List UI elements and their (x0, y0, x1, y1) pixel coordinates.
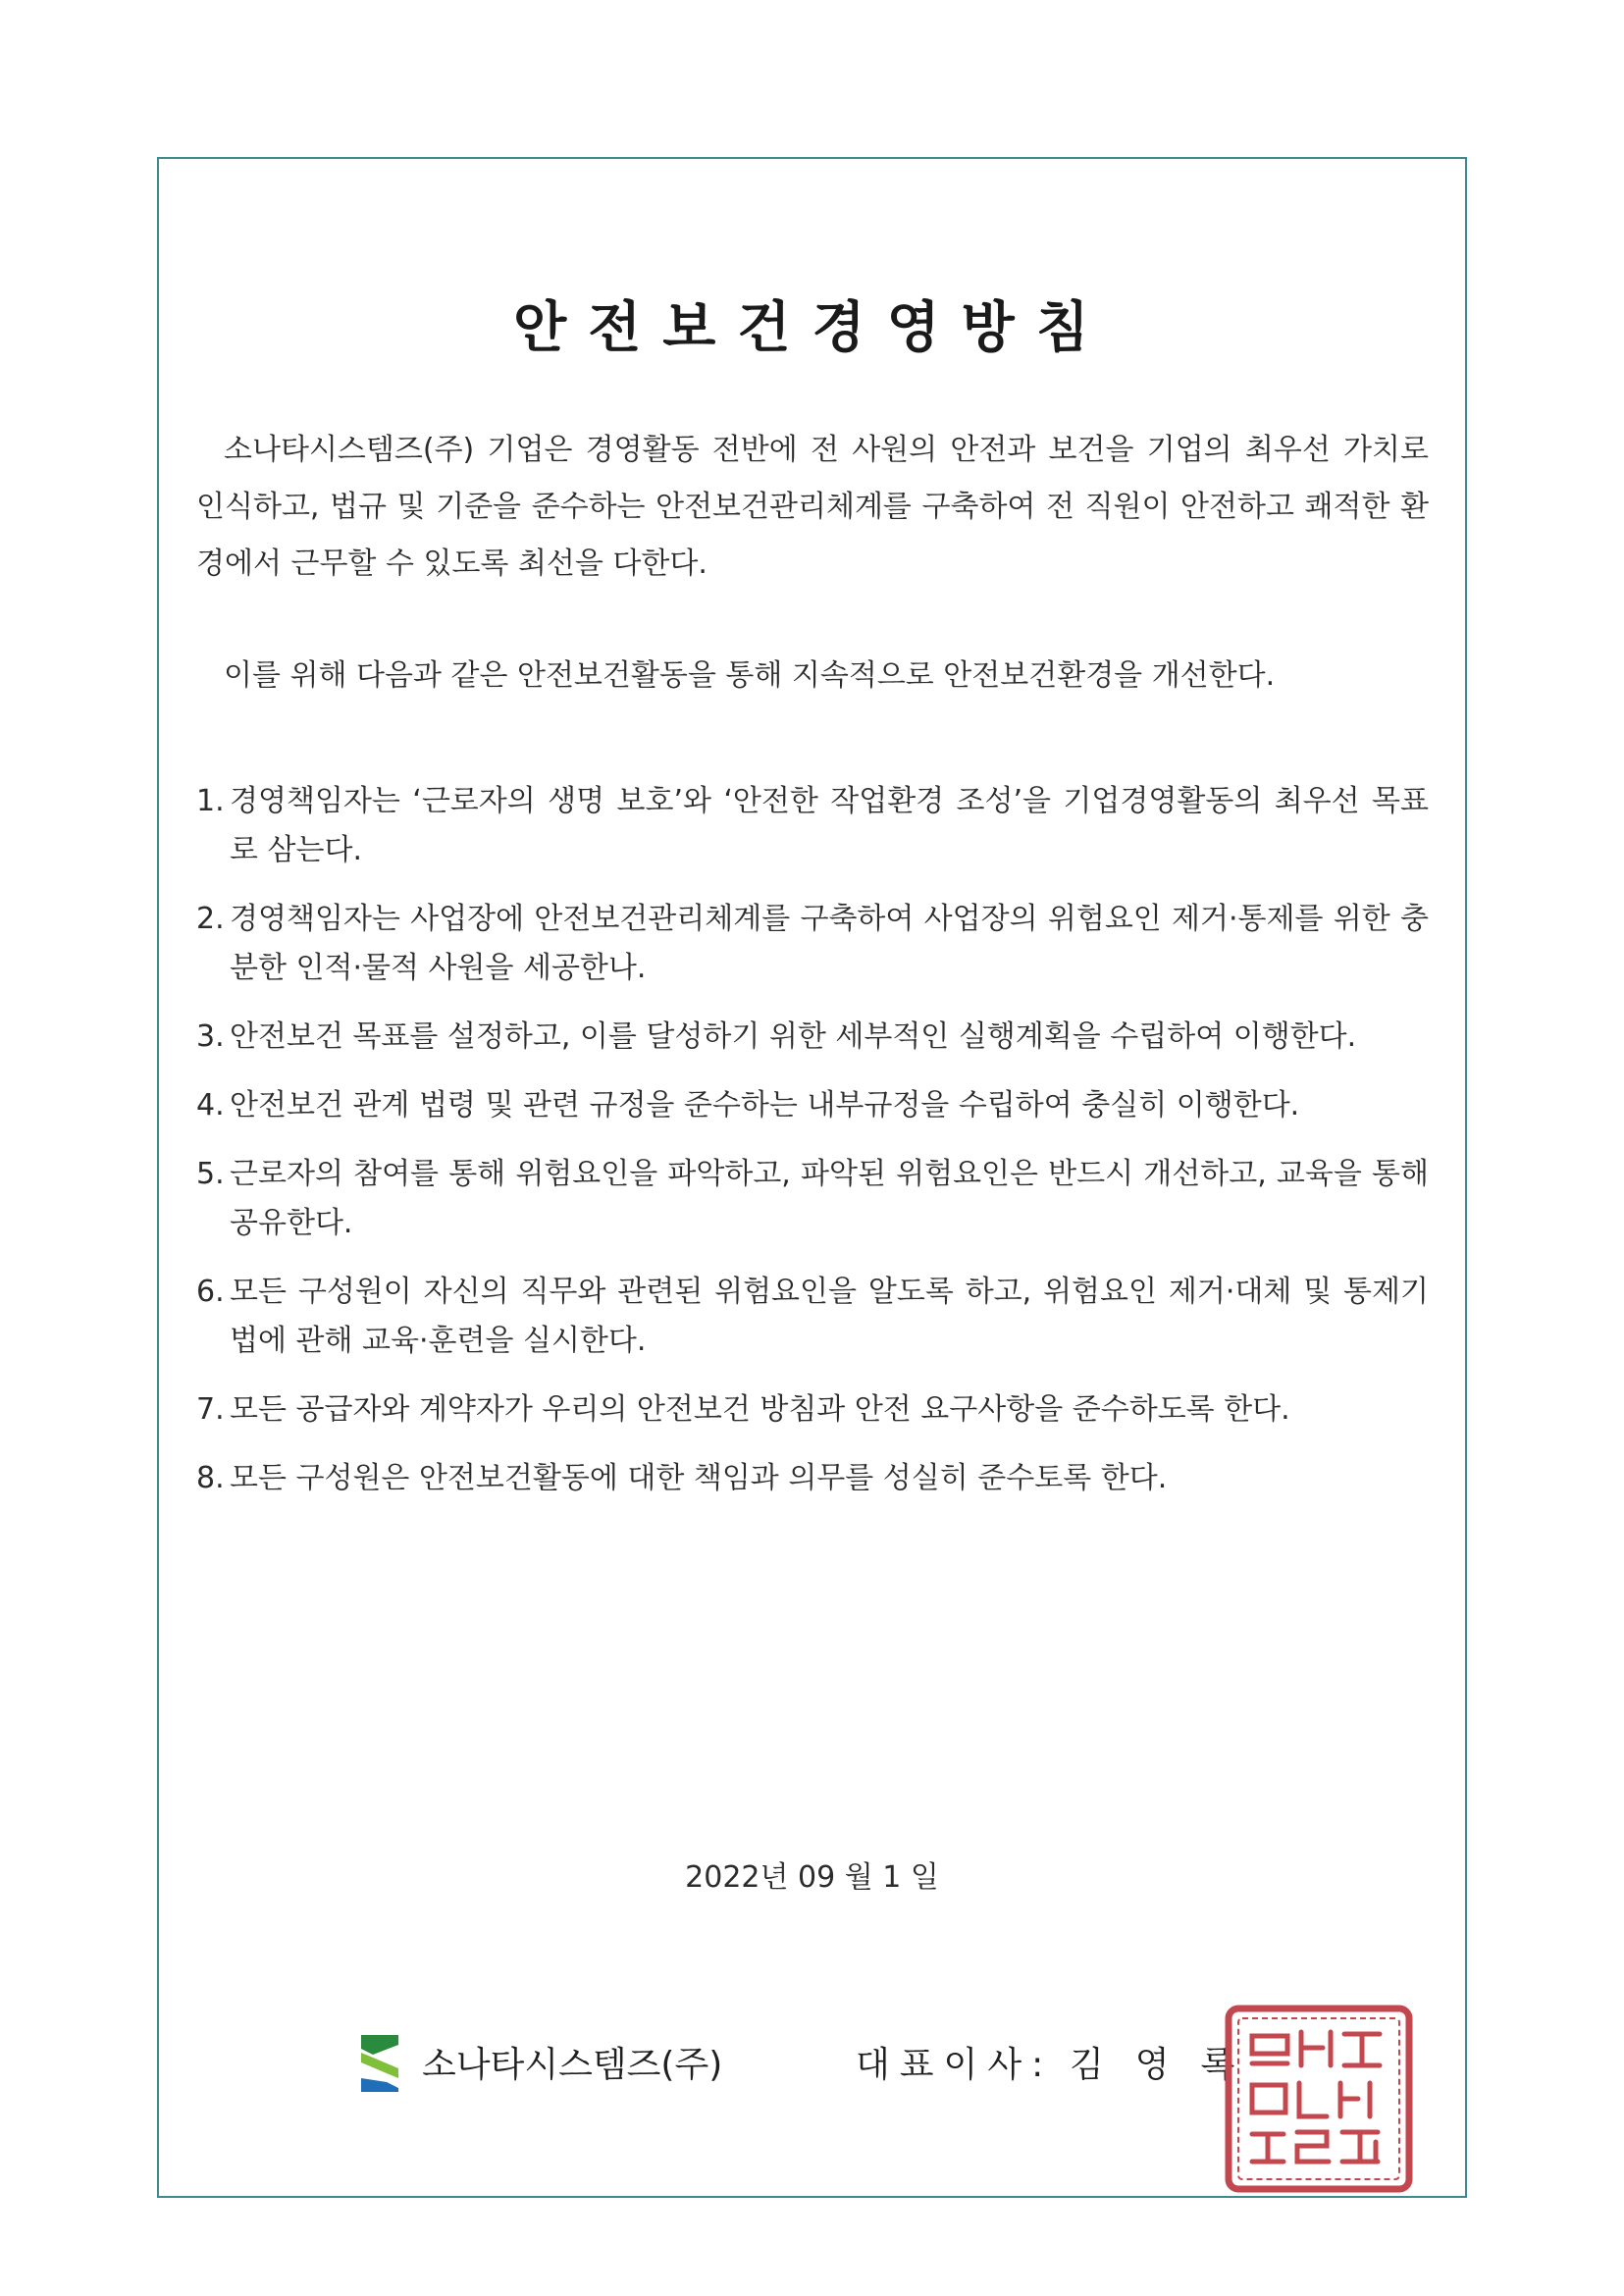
list-item-text: 근로자의 참여를 통해 위험요인을 파악하고, 파악된 위험요인은 반드시 개선하고, 교육을 통해 공유한다. (230, 1157, 1429, 1240)
signature-footer (0, 2011, 1624, 2119)
policy-list (196, 777, 1429, 1523)
list-item (196, 1081, 1429, 1130)
list-item-number: 1. (196, 784, 225, 818)
list-item (196, 1454, 1429, 1503)
list-item-text: 경영책임자는 ‘근로자의 생명 보호’와 ‘안전한 작업환경 조성’을 기업경영활동의 최우선 목표로 삼는다. (230, 784, 1429, 867)
purpose-paragraph: 이를 위해 다음과 같은 안전보건활동을 통해 지속적으로 안전보건환경을 개선한다. (224, 658, 1276, 693)
list-item-text: 안전보건 관계 법령 및 관련 규정을 준수하는 내부규정을 수립하여 충실히 이행한다. (230, 1088, 1300, 1122)
page-title: 안전보건경영방침 (513, 295, 1111, 360)
list-item (196, 777, 1429, 875)
list-item-number: 8. (196, 1461, 225, 1495)
list-item (196, 1385, 1429, 1435)
issue-date: 2022년 09 월 1 일 (685, 1860, 939, 1895)
list-item (196, 1013, 1429, 1062)
list-item-number: 6. (196, 1275, 225, 1309)
list-item-number: 3. (196, 1019, 225, 1054)
company-seal-icon (1223, 2003, 1415, 2195)
list-item (196, 895, 1429, 993)
list-item-number: 5. (196, 1157, 225, 1191)
intro-paragraph: 소나타시스템즈(주) 기업은 경영활동 전반에 전 사원의 안전과 보건을 기업의 최우선 가치로 인식하고, 법규 및 기준을 준수하는 안전보건관리체계를 구축하여 전 직원이 안전하고 쾌적한 환경에서 근무할 수 있도록 최선을 다한다. (196, 433, 1429, 581)
list-item-number: 7. (196, 1392, 225, 1427)
ceo-label: 대표이사: (856, 2045, 1054, 2085)
ceo-name: 김영록 (1070, 2045, 1267, 2085)
list-item-text: 경영책임자는 사업장에 안전보건관리체계를 구축하여 사업장의 위험요인 제거·통제를 위한 충분한 인적·물적 사원을 세공한나. (230, 902, 1429, 985)
list-item-text: 모든 구성원이 자신의 직무와 관련된 위험요인을 알도록 하고, 위험요인 제거·대체 및 통제기법에 관해 교육·훈련을 실시한다. (230, 1275, 1429, 1358)
sonata-logo-icon (355, 2033, 404, 2094)
list-item-text: 모든 구성원은 안전보건활동에 대한 책임과 의무를 성실히 준수토록 한다. (230, 1461, 1168, 1495)
list-item-text: 모든 공급자와 계약자가 우리의 안전보건 방침과 안전 요구사항을 준수하도록 한다. (230, 1392, 1290, 1427)
list-item (196, 1268, 1429, 1366)
list-item-number: 2. (196, 902, 225, 936)
list-item-number: 4. (196, 1088, 225, 1122)
company-name: 소나타시스템즈(주) (422, 2045, 723, 2085)
list-item-text: 안전보건 목표를 설정하고, 이를 달성하기 위한 세부적인 실행계획을 수립하여 이행한다. (230, 1019, 1357, 1054)
list-item (196, 1150, 1429, 1248)
